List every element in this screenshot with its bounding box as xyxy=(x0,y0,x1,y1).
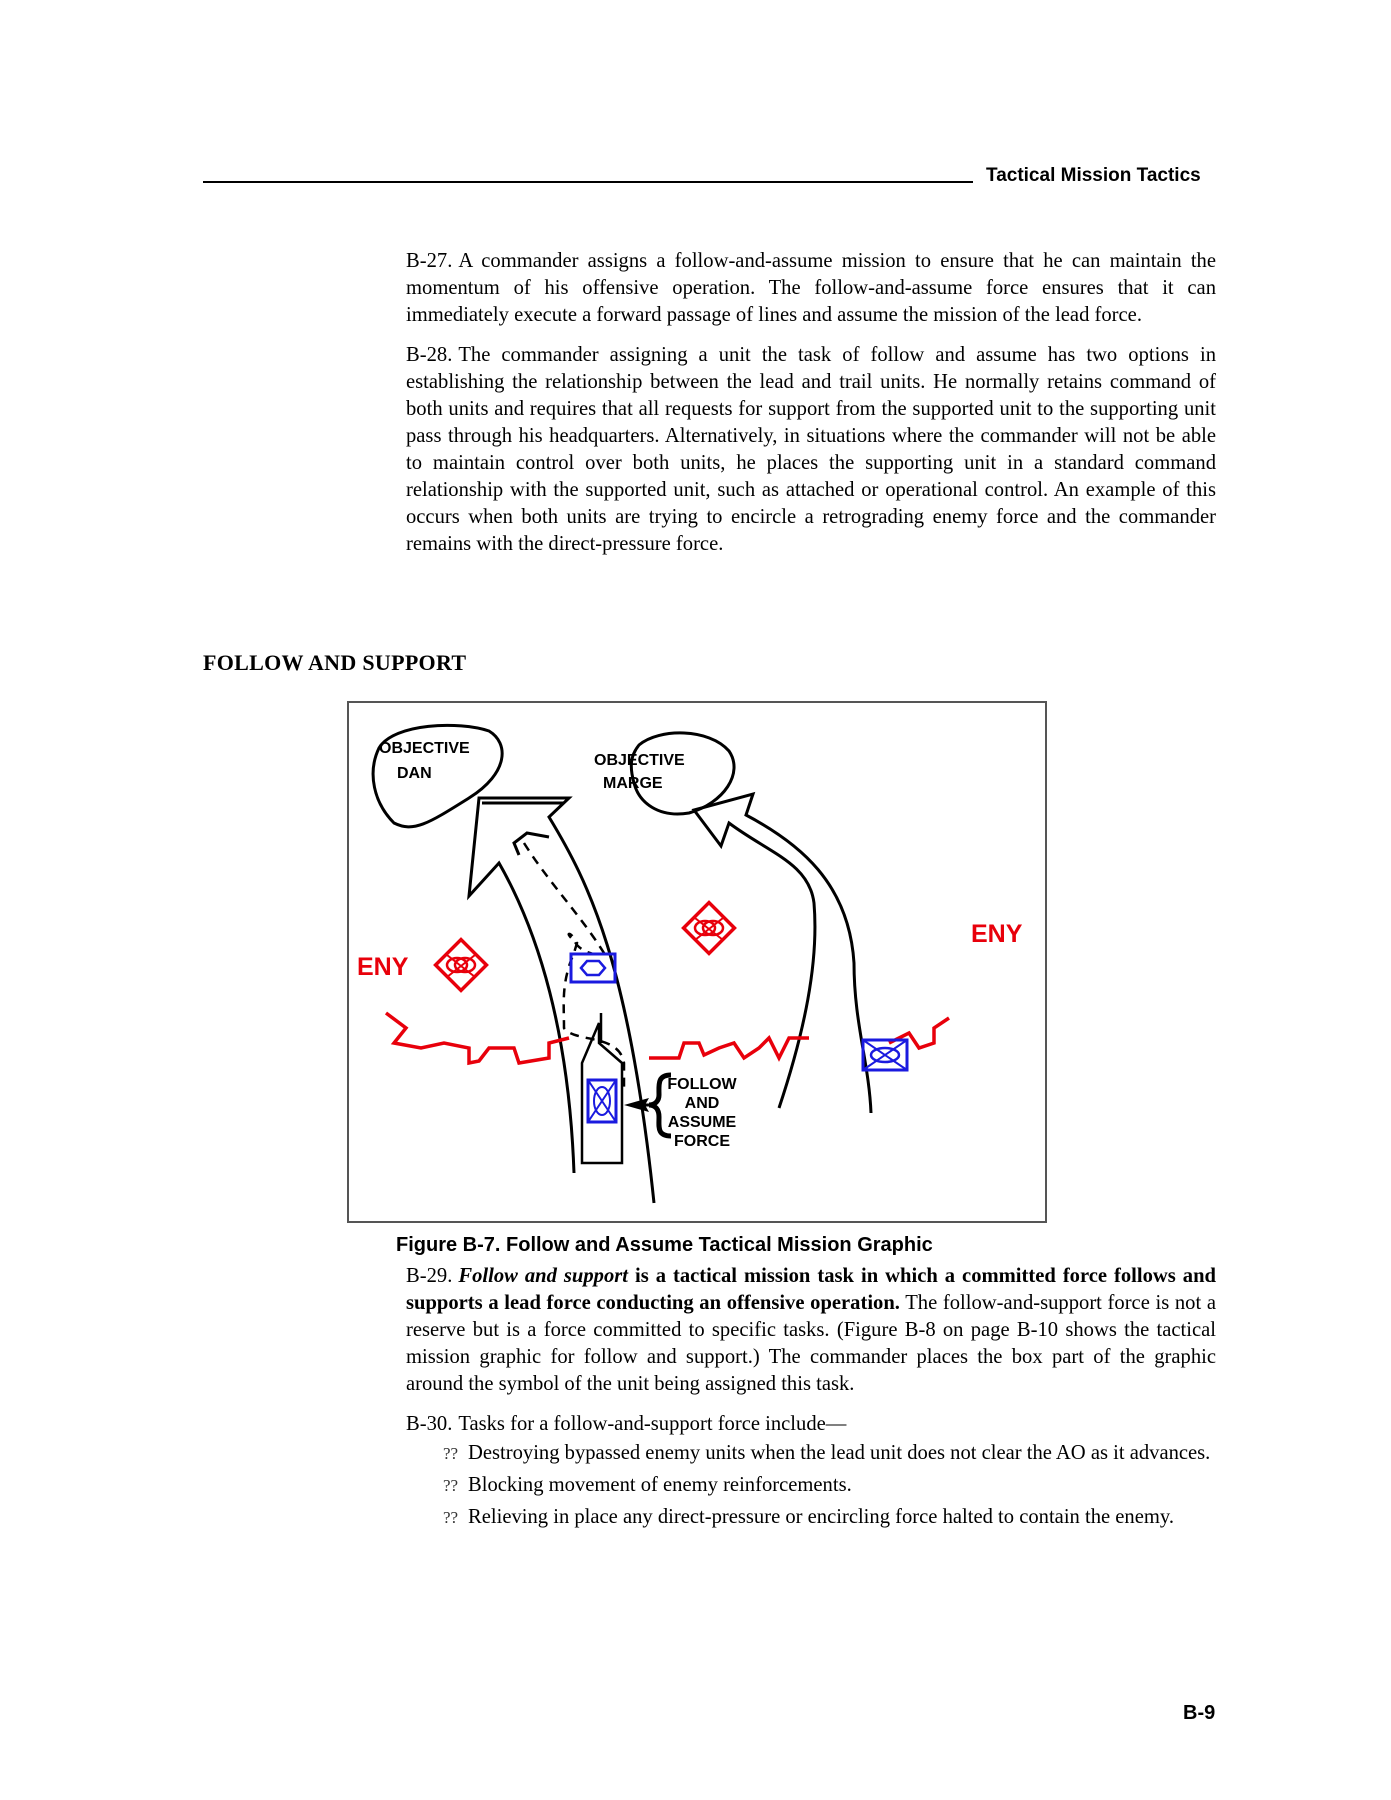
paragraph-number: B-27. xyxy=(406,250,453,272)
enemy-trace-center xyxy=(649,1038,809,1058)
axis-of-advance-right xyxy=(694,794,871,1113)
bullet-icon: ?? xyxy=(443,1476,459,1495)
paragraph-number: B-29. xyxy=(406,1265,453,1287)
enemy-armor-unit-left xyxy=(436,940,487,991)
paragraph-text: A commander assigns a follow-and-assume mission to ensure that he can maintain the momentum of his offensive operation. The follow-and-assume force ensures that it can immediately execute a forward passage of lines and assume the mission of the lead force. xyxy=(406,250,1216,326)
list-item-text: Blocking movement of enemy reinforcements. xyxy=(468,1474,852,1496)
defined-term: Follow and support xyxy=(458,1265,628,1287)
paragraph-text: The follow-and-support force is not a reserve but is a force committed to specific tasks. (Figure B-8 on page B-10 shows the tactical mission graphic for follow and support.) The commander places the box part of the graphic around the symbol of the unit being assigned this task. xyxy=(406,1292,1216,1395)
body-text-top xyxy=(406,248,1216,571)
figure-caption: Figure B-7. Follow and Assume Tactical Mission Graphic xyxy=(396,1234,933,1256)
paragraph-b28 xyxy=(406,342,1216,558)
body-text-bottom xyxy=(406,1263,1216,1536)
objective-marge-label-line2: MARGE xyxy=(603,775,663,792)
enemy-label-right: ENY xyxy=(971,920,1023,948)
friendly-armor-unit xyxy=(571,954,615,982)
faf-label-line4: FORCE xyxy=(674,1133,730,1150)
header-rule xyxy=(203,181,973,183)
definition-text: is a tactical mission task in which a committed force follows and supports a lead force conducting an offensive operation. xyxy=(406,1265,1216,1314)
objective-dan-label-line1: OBJECTIVE xyxy=(379,740,470,757)
list-item-text: Relieving in place any direct-pressure or encircling force halted to contain the enemy. xyxy=(468,1506,1174,1528)
paragraph-number: B-28. xyxy=(406,344,453,366)
enemy-trace-left xyxy=(386,1013,569,1063)
paragraph-number: B-30. xyxy=(406,1413,453,1435)
running-header-title: Tactical Mission Tactics xyxy=(986,165,1201,186)
dashed-route-arrowhead xyxy=(514,833,549,855)
objective-marge-label-line1: OBJECTIVE xyxy=(594,752,685,769)
objective-dan-label-line2: DAN xyxy=(397,765,432,782)
list-item xyxy=(406,1472,1216,1499)
bullet-icon: ?? xyxy=(443,1444,459,1463)
paragraph-text: The commander assigning a unit the task of follow and assume has two options in establishing the relationship between the lead and trail units. He normally retains command of both units and requires that all requests for support from the supported unit to the supporting unit pass through his headquarters. Alternatively, in situations where the commander will not be able to maintain control over both units, he places the supporting unit in a standard command relationship with the supported unit, such as attached or operational control. An example of this occurs when both units are trying to encircle a retrograding enemy force and the commander remains with the direct-pressure force. xyxy=(406,344,1216,555)
enemy-label-left: ENY xyxy=(357,953,409,981)
axis-of-advance-left xyxy=(469,798,654,1203)
paragraph-b30 xyxy=(406,1411,1216,1438)
list-item xyxy=(406,1440,1216,1467)
section-heading: FOLLOW AND SUPPORT xyxy=(203,650,467,675)
faf-label-line2: AND xyxy=(684,1095,720,1112)
figure-b7 xyxy=(347,701,1047,1223)
bullet-icon: ?? xyxy=(443,1508,459,1527)
list-item-text: Destroying bypassed enemy units when the lead unit does not clear the AO as it advances. xyxy=(468,1442,1211,1464)
friendly-mech-unit xyxy=(863,1040,907,1070)
enemy-armor-unit-center xyxy=(684,903,735,954)
list-item xyxy=(406,1504,1216,1531)
follow-and-assume-force-label xyxy=(667,1075,737,1151)
page-number: B-9 xyxy=(1183,1702,1216,1724)
paragraph-b29 xyxy=(406,1263,1216,1398)
faf-label-line3: ASSUME xyxy=(667,1114,737,1131)
task-list xyxy=(406,1440,1216,1531)
follow-and-assume-force-symbol xyxy=(582,1013,622,1163)
paragraph-b27 xyxy=(406,248,1216,329)
paragraph-text: Tasks for a follow-and-support force include— xyxy=(458,1413,847,1435)
faf-label-line1: FOLLOW xyxy=(667,1076,737,1093)
enemy-trace-right xyxy=(889,1018,949,1048)
